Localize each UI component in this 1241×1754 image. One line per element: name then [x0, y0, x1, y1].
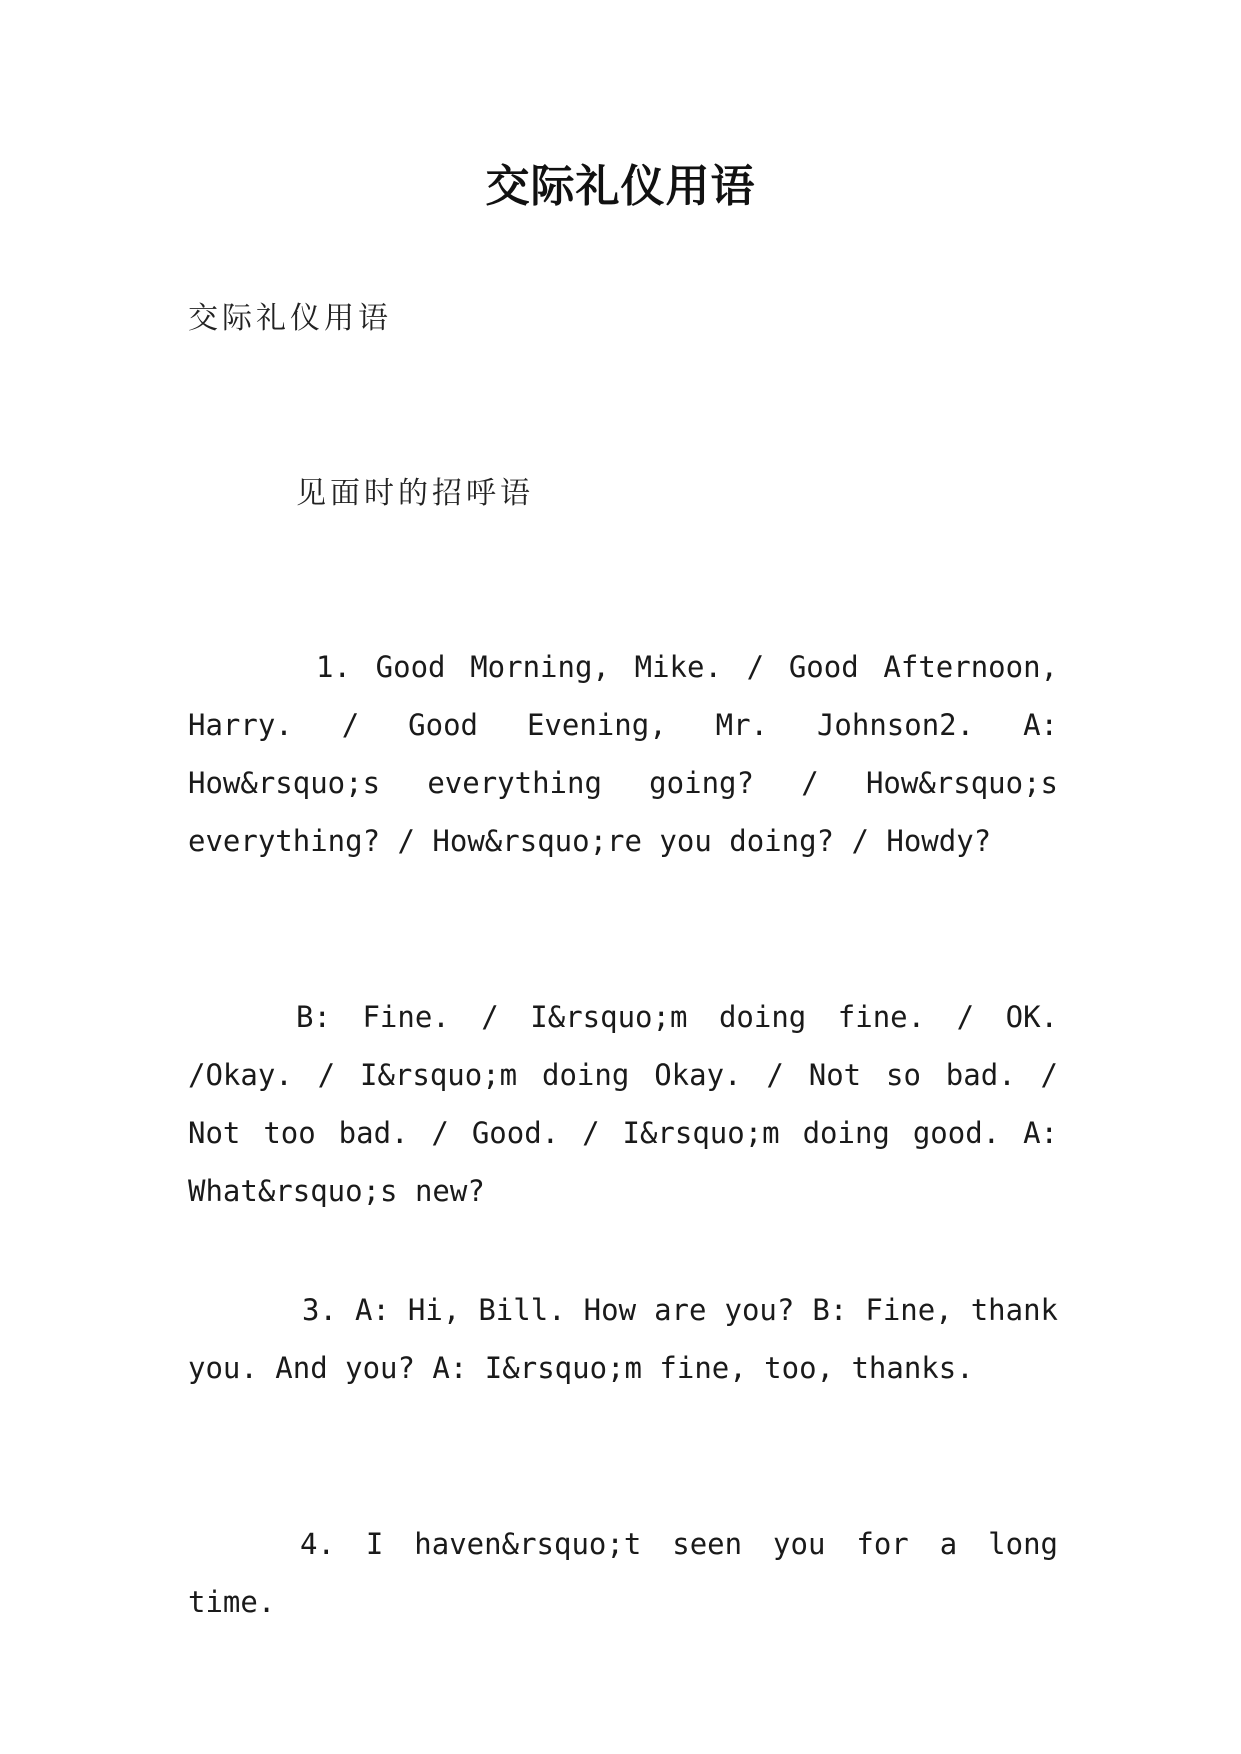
document-subtitle: 交际礼仪用语: [188, 301, 392, 336]
paragraph-4: [188, 1515, 1058, 1631]
paragraph-2: [188, 988, 1058, 1220]
section-heading: 见面时的招呼语: [296, 476, 534, 511]
paragraph-1: [188, 638, 1058, 870]
paragraph-text: B: Fine. / I&rsquo;m doing fine. / OK. /Okay. / I&rsquo;m doing Okay. / Not so bad. / Not too bad. / Good. / I&rsquo;m doing good. A: What&rsquo;s new?: [188, 1000, 1058, 1208]
paragraph-3: [188, 1281, 1058, 1397]
document-title: 交际礼仪用语: [485, 161, 756, 212]
paragraph-text: 3. A: Hi, Bill. How are you? B: Fine, thank you. And you? A: I&rsquo;m fine, too, thanks.: [188, 1293, 1058, 1385]
paragraph-text: 4. I haven&rsquo;t seen you for a long time.: [188, 1527, 1058, 1619]
paragraph-text: 1. Good Morning, Mike. / Good Afternoon, Harry. / Good Evening, Mr. Johnson2. A: How&rsquo;s everything going? / How&rsquo;s everything? / How&rsquo;re you doing? / Howdy?: [188, 650, 1058, 858]
